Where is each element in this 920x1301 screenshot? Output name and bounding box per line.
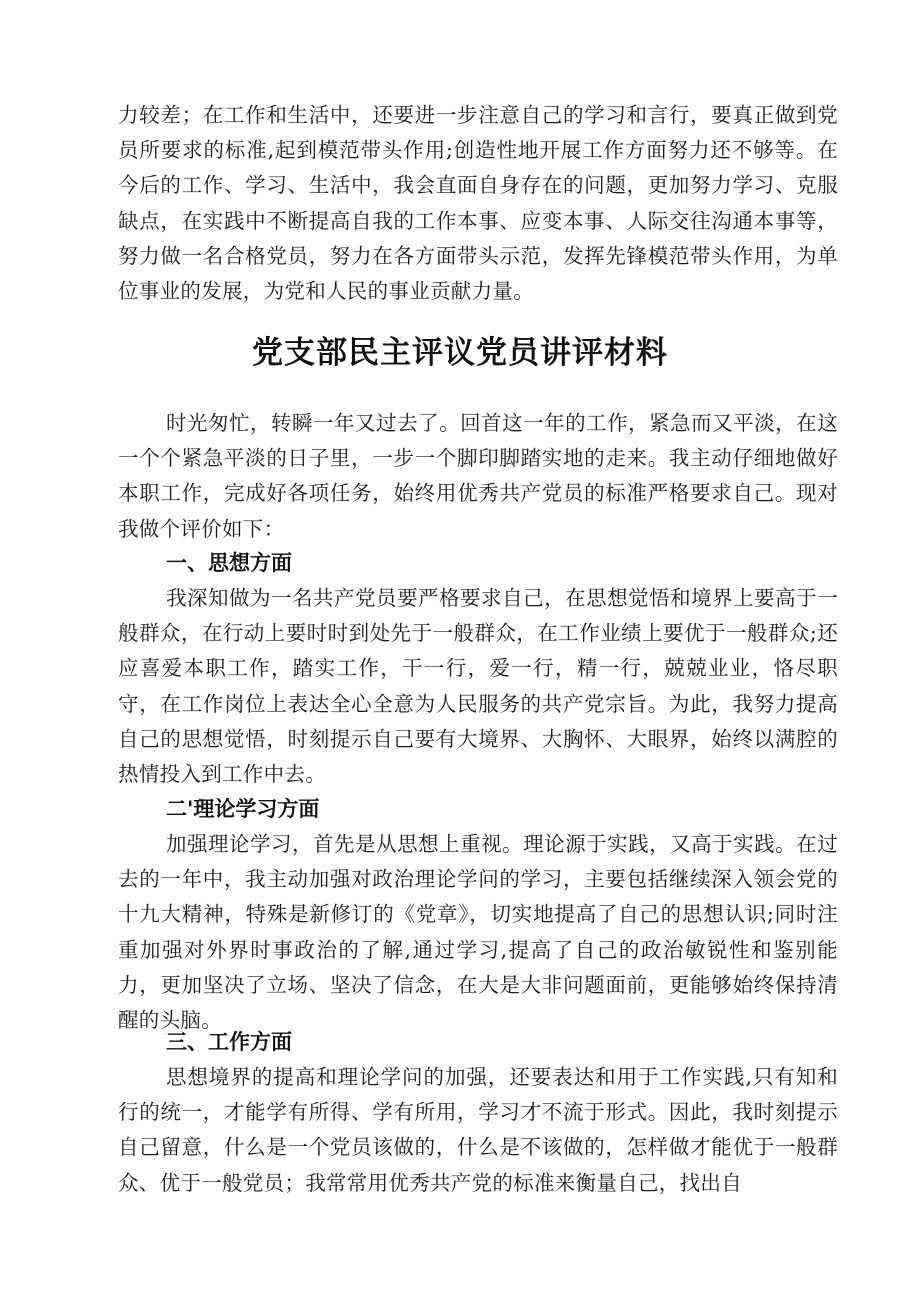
section-body-work: 思想境界的提高和理论学问的加强，还要表达和用于工作实践,只有知和行的统一，才能学有所得、学有所用，学习才不流于形式。因此，我时刻提示自己留意，什么是一个党员该做的，什么是不该做的，怎样做才能优于一般群众、优于一般党员；我常常用优秀共产党的标准来衡量自己，找出自 — [118, 1065, 838, 1195]
section-body-thought: 我深知做为一名共产党员要严格要求自己，在思想觉悟和境界上要高于一般群众，在行动上要时时到处先于一般群众，在工作业绩上要优于一般群众;还应喜爱本职工作，踏实工作，干一行，爱一行，精一行，兢兢业业，恪尽职守，在工作岗位上表达全心全意为人民服务的共产党宗旨。为此，我努力提高自己的思想觉悟，时刻提示自己要有大境界、大胸怀、大眼界，始终以满腔的热情投入到工作中去。 — [118, 586, 838, 787]
intro-paragraph: 时光匆忙，转瞬一年又过去了。回首这一年的工作，紧急而又平淡，在这一个个紧急平淡的日子里，一步一个脚印脚踏实地的走来。我主动仔细地做好本职工作，完成好各项任务，始终用优秀共产党员的标准严格要求自己。现对我做个评价如下： — [118, 411, 838, 541]
document-title: 党支部民主评议党员讲评材料 — [252, 335, 668, 371]
section-body-theory: 加强理论学习，首先是从思想上重视。理论源于实践，又高于实践。在过去的一年中，我主动加强对政治理论学问的学习，主要包括继续深入领会党的十九大精神，特殊是新修订的《党章》，切实地提高了自己的思想认识;同时注重加强对外界时事政治的了解,通过学习,提高了自己的政治敏锐性和鉴别能力，更加坚决了立场、坚决了信念，在大是大非问题面前，更能够始终保持清醒的头脑。 — [118, 832, 838, 1033]
section-heading-thought: 一、思想方面 — [166, 551, 292, 575]
section-heading-work: 三、工作方面 — [166, 1030, 292, 1054]
section-heading-theory: 二'理论学习方面 — [166, 797, 320, 821]
continuation-paragraph: 力较差；在工作和生活中，还要进一步注意自己的学习和言行，要真正做到党员所要求的标准,起到模范带头作用;创造性地开展工作方面努力还不够等。在今后的工作、学习、生活中，我会直面自身存在的问题，更加努力学习、克服缺点，在实践中不断提高自我的工作本事、应变本事、人际交往沟通本事等，努力做一名合格党员，努力在各方面带头示范，发挥先锋模范带头作用，为单位事业的发展，为党和人民的事业贡献力量。 — [118, 103, 838, 304]
